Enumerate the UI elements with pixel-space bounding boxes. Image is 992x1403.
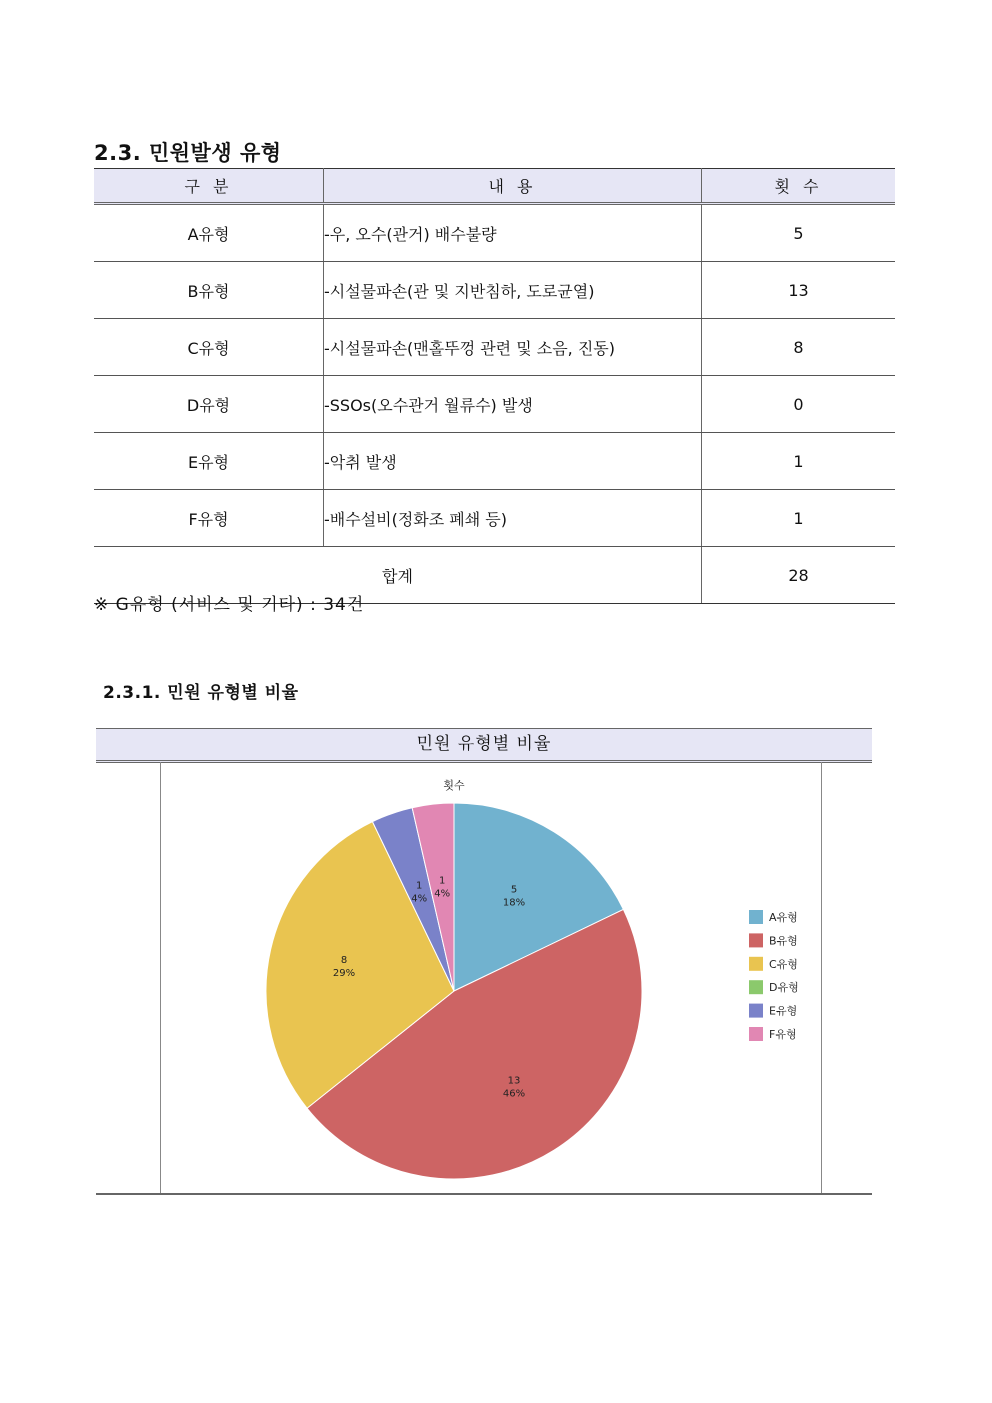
legend-item: C유형 [769,957,798,971]
legend-item: E유형 [769,1004,798,1018]
row-count: 0 [702,376,896,433]
slice-value-label: 13 [507,1075,521,1087]
row-type: D유형 [94,376,324,433]
row-count: 1 [702,490,896,547]
row-type: B유형 [94,262,324,319]
row-count: 1 [702,433,896,490]
legend-swatch [749,910,763,924]
row-desc: -SSOs(오수관거 월류수) 발생 [324,376,702,433]
section-title: 2.3. 민원발생 유형 [94,141,282,165]
slice-value-label: 1 [439,875,446,887]
total-label: 합계 [94,547,702,604]
legend-swatch [749,1027,763,1041]
footnote: ※ G유형 (서비스 및 기타) : 34건 [94,595,365,615]
chart-title: 횟수 [443,779,465,792]
slice-value-label: 1 [416,880,423,892]
slice-percent-label: 29% [332,967,356,979]
row-type: C유형 [94,319,324,376]
slice-value-label: 8 [340,954,348,966]
legend-item: B유형 [769,934,798,948]
row-count: 8 [702,319,896,376]
legend-swatch [749,980,763,994]
legend-item: A유형 [769,911,798,924]
header-count: 횟 수 [702,169,896,204]
row-desc: -시설물파손(관 및 지반침하, 도로균열) [324,262,702,319]
header-category: 구 분 [94,169,324,204]
slice-value-label: 5 [510,884,518,896]
row-desc: -우, 오수(관거) 배수불량 [324,204,702,262]
slice-percent-label: 4% [434,888,451,900]
row-desc: -배수설비(정화조 폐쇄 등) [324,490,702,547]
legend-swatch [749,933,763,947]
row-desc: -악취 발생 [324,433,702,490]
slice-percent-label: 4% [411,893,428,905]
row-desc: -시설물파손(맨홀뚜껑 관련 및 소음, 진동) [324,319,702,376]
legend-item: D유형 [769,981,799,995]
row-type: A유형 [94,204,324,262]
total-value: 28 [702,547,896,604]
row-type: F유형 [94,490,324,547]
row-type: E유형 [94,433,324,490]
header-content: 내 용 [324,169,702,204]
legend-item: F유형 [769,1028,797,1041]
legend-swatch [749,957,763,971]
row-count: 13 [702,262,896,319]
chart-header: 민원 유형별 비율 [96,728,872,763]
subsection-title: 2.3.1. 민원 유형별 비율 [103,683,299,703]
legend-swatch [749,1004,763,1018]
slice-percent-label: 18% [502,897,526,909]
slice-percent-label: 46% [502,1088,526,1100]
row-count: 5 [702,204,896,262]
